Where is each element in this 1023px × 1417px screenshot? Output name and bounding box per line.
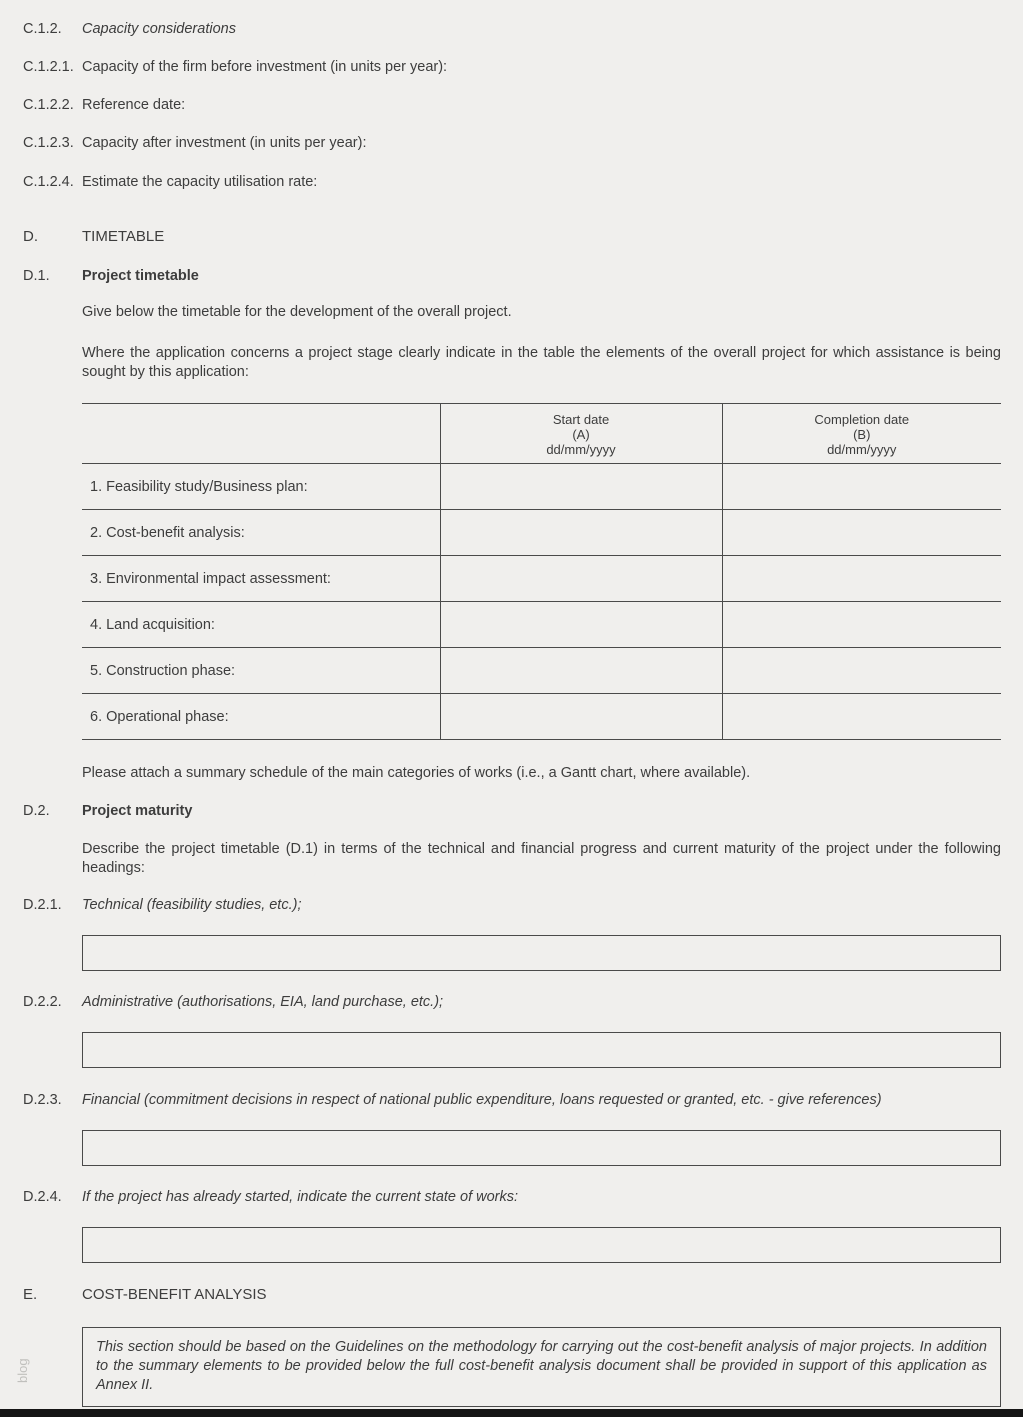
project-timetable-table: [82, 403, 1001, 740]
form-item-c124: [23, 173, 1001, 191]
row-label: 3. Environmental impact assessment:: [90, 570, 331, 587]
administrative-input[interactable]: [82, 1032, 1001, 1068]
subsection-number: D.1.: [23, 268, 50, 284]
row-label: 4. Land acquisition:: [90, 616, 215, 633]
item-label: Capacity of the firm before investment (in units per year):: [82, 59, 448, 75]
item-number: D.2.3.: [23, 1092, 62, 1108]
cba-note-text: This section should be based on the Guidelines on the methodology for carrying out the cost-benefit analysis of major projects. In addition to the summary elements to be provided below the full cost-benefit analysis document shall be provided in support of this application as Annex II.: [96, 1339, 987, 1393]
item-number: D.2.1.: [23, 897, 62, 913]
form-item-d24: [23, 1188, 1001, 1206]
table-row: [82, 648, 1001, 694]
completion-date-cell[interactable]: [722, 556, 1001, 602]
start-date-cell[interactable]: [440, 556, 722, 602]
paragraph-timetable-intro: Give below the timetable for the development of the overall project.: [82, 304, 512, 320]
item-label: Estimate the capacity utilisation rate:: [82, 174, 318, 190]
item-number: D.2.4.: [23, 1189, 62, 1205]
row-label: 5. Construction phase:: [90, 662, 236, 679]
financial-input[interactable]: [82, 1130, 1001, 1166]
section-title: COST-BENEFIT ANALYSIS: [82, 1286, 267, 1303]
completion-date-cell[interactable]: [722, 602, 1001, 648]
header-line: dd/mm/yyyy: [827, 442, 897, 457]
form-item-d22: [23, 993, 1001, 1011]
item-label: Administrative (authorisations, EIA, land purchase, etc.);: [82, 994, 444, 1010]
table-row: [82, 602, 1001, 648]
item-label: Financial (commitment decisions in respect of national public expenditure, loans requested or granted, etc. - give references): [82, 1092, 882, 1108]
start-date-cell[interactable]: [440, 602, 722, 648]
item-number: C.1.2.4.: [23, 174, 74, 190]
row-label: 2. Cost-benefit analysis:: [90, 524, 245, 541]
paragraph-maturity-intro: Describe the project timetable (D.1) in terms of the technical and financial progress and current maturity of the project under the following headings:: [82, 841, 1001, 876]
section-title: TIMETABLE: [82, 228, 165, 245]
paragraph-stage-note: Where the application concerns a project stage clearly indicate in the table the elements of the overall project for which assistance is being sought by this application:: [82, 345, 1001, 380]
form-item-c122: [23, 96, 1001, 114]
table-row: [82, 510, 1001, 556]
form-item-c121: [23, 58, 1001, 76]
subsection-heading-d2: [23, 802, 1001, 820]
completion-date-header: [722, 404, 1001, 464]
subsection-title: Project maturity: [82, 803, 193, 819]
section-heading-timetable: [23, 228, 1001, 246]
cba-note-box: [82, 1327, 1001, 1407]
subsection-heading-d1: [23, 267, 1001, 285]
item-number: C.1.2.1.: [23, 59, 74, 75]
item-label: Capacity after investment (in units per year):: [82, 135, 367, 151]
start-date-cell[interactable]: [440, 464, 722, 510]
table-row: [82, 694, 1001, 740]
item-label: If the project has already started, indicate the current state of works:: [82, 1189, 519, 1205]
subsection-number: D.2.: [23, 803, 50, 819]
subsection-title: Project timetable: [82, 268, 199, 284]
item-number: C.1.2.3.: [23, 135, 74, 151]
row-label: 1. Feasibility study/Business plan:: [90, 478, 308, 495]
section-number: D.: [23, 228, 38, 245]
row-label: 6. Operational phase:: [90, 708, 229, 725]
header-line: (B): [853, 427, 871, 442]
start-date-header: [440, 404, 722, 464]
bottom-edge-bar: [0, 1409, 1023, 1417]
table-row: [82, 556, 1001, 602]
paragraph-attach-note: Please attach a summary schedule of the main categories of works (i.e., a Gantt chart, where available).: [82, 765, 751, 781]
header-line: (A): [572, 427, 590, 442]
item-number: C.1.2.2.: [23, 97, 74, 113]
empty-header-cell: [82, 404, 440, 464]
section-number: E.: [23, 1286, 38, 1303]
completion-date-cell[interactable]: [722, 510, 1001, 556]
header-line: dd/mm/yyyy: [546, 442, 616, 457]
technical-input[interactable]: [82, 935, 1001, 971]
start-date-cell[interactable]: [440, 694, 722, 740]
header-line: Completion date: [814, 412, 910, 427]
section-title: Capacity considerations: [82, 21, 236, 37]
state-of-works-input[interactable]: [82, 1227, 1001, 1263]
start-date-cell[interactable]: [440, 510, 722, 556]
completion-date-cell[interactable]: [722, 694, 1001, 740]
completion-date-cell[interactable]: [722, 464, 1001, 510]
table-row: [82, 464, 1001, 510]
table-header-row: [82, 404, 1001, 464]
section-heading-cba: [23, 1286, 1001, 1304]
start-date-cell[interactable]: [440, 648, 722, 694]
form-item-d23: [23, 1091, 1001, 1109]
item-label: Technical (feasibility studies, etc.);: [82, 897, 302, 913]
watermark: blog: [15, 1358, 30, 1383]
section-heading-capacity: [23, 20, 1001, 38]
item-label: Reference date:: [82, 97, 186, 113]
form-item-d21: [23, 896, 1001, 914]
completion-date-cell[interactable]: [722, 648, 1001, 694]
header-line: Start date: [552, 412, 610, 427]
item-number: D.2.2.: [23, 994, 62, 1010]
form-item-c123: [23, 134, 1001, 152]
section-number: C.1.2.: [23, 21, 62, 37]
